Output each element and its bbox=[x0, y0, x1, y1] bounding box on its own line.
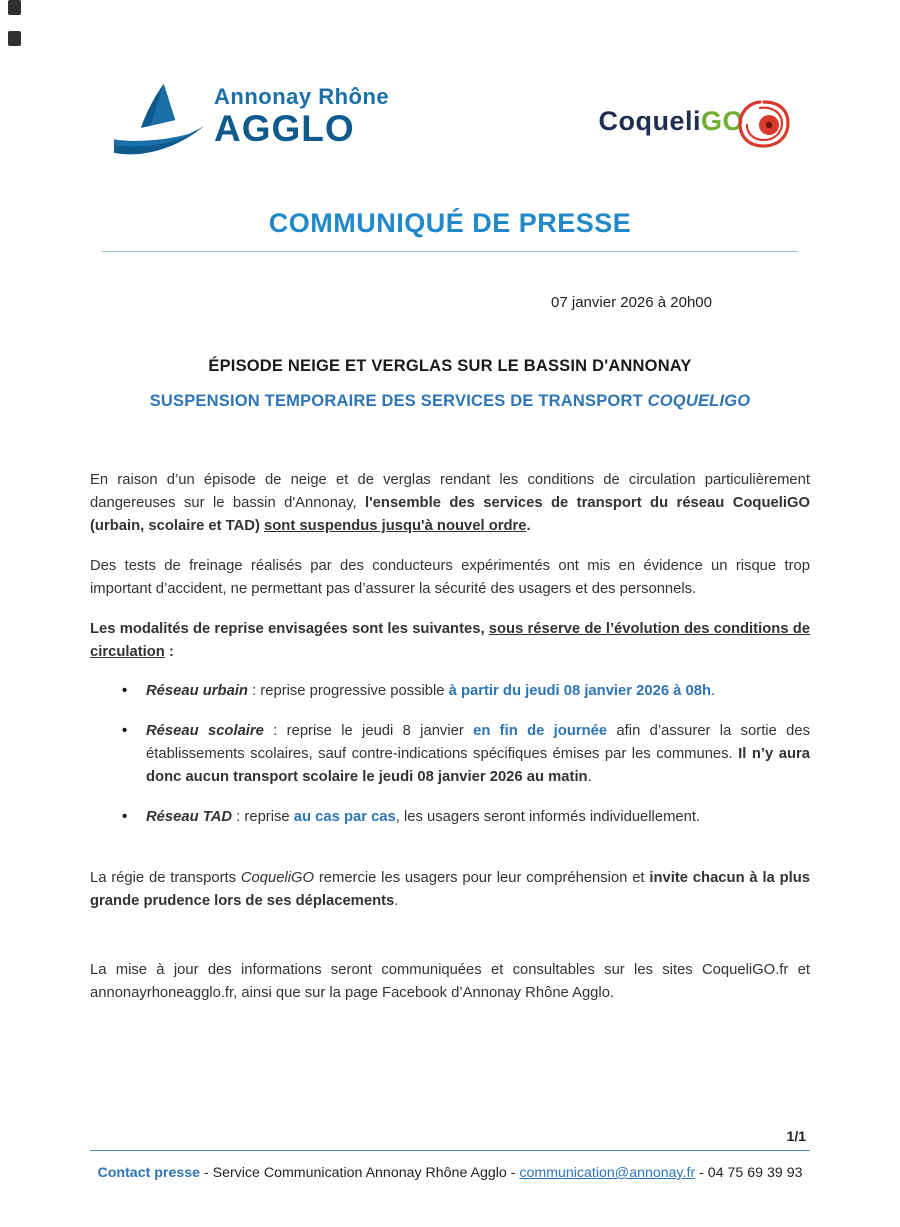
scan-artifact bbox=[8, 0, 21, 15]
footer-divider bbox=[90, 1150, 810, 1151]
text-segment: . bbox=[394, 892, 399, 909]
text-segment: invite chacun à la plus grande prudence lors de ses déplacements bbox=[90, 870, 810, 909]
text-segment: . bbox=[526, 517, 531, 534]
document-title: COMMUNIQUÉ DE PRESSE bbox=[268, 208, 632, 238]
bullet-list bbox=[122, 680, 810, 829]
text-segment: - 04 75 69 39 93 bbox=[695, 1165, 803, 1181]
text-segment: La régie de transports bbox=[90, 870, 241, 887]
text-segment: sont suspendus jusqu'à nouvel ordre bbox=[264, 517, 527, 534]
text-segment: , les usagers seront informés individuellement. bbox=[395, 809, 701, 826]
bullet-item bbox=[122, 720, 810, 789]
text-segment: remercie les usagers pour leur compréhension et bbox=[314, 870, 650, 887]
poppy-flower-icon bbox=[736, 98, 792, 150]
text-segment: COQUELIGO bbox=[647, 392, 751, 410]
agglo-swoosh-icon bbox=[112, 78, 208, 170]
text-segment: Réseau TAD bbox=[146, 809, 233, 826]
heading-main: ÉPISODE NEIGE ET VERGLAS SUR LE BASSIN D'ANNONAY bbox=[208, 357, 692, 375]
text-segment: CoqueliGO bbox=[240, 870, 315, 887]
text-segment: sous réserve de l’évolution des conditions de circulation bbox=[90, 620, 810, 660]
text-segment: - Service Communication Annonay Rhône Agglo - bbox=[200, 1165, 520, 1181]
email-link[interactable]: communication@annonay.fr bbox=[519, 1165, 696, 1181]
text-segment: SUSPENSION TEMPORAIRE DES SERVICES DE TRANSPORT bbox=[149, 392, 648, 410]
text-segment: en fin de journée bbox=[473, 723, 608, 740]
text-segment: afin d’assurer la sortie des établissements scolaires, sauf contre-indications spécifiques émises par les communes. bbox=[146, 723, 811, 763]
text-segment: , bbox=[480, 620, 489, 637]
coqueligo-logo-go: GO bbox=[700, 106, 744, 136]
text-segment: l'ensemble des services de transport du réseau CoqueliGO (urbain, scolaire et TAD) bbox=[90, 494, 810, 534]
text-segment: : bbox=[164, 643, 174, 660]
contact-line bbox=[90, 1165, 810, 1181]
agglo-logo-text bbox=[214, 84, 389, 149]
header bbox=[90, 78, 810, 170]
text-segment: . bbox=[587, 769, 592, 786]
heading-sub bbox=[90, 392, 810, 411]
text-segment: Les modalités de reprise envisagées sont les suivantes bbox=[90, 620, 481, 637]
paragraph-suspension bbox=[90, 469, 810, 538]
scan-artifact bbox=[8, 31, 21, 46]
paragraph-remerciement bbox=[90, 867, 810, 913]
text-segment: à partir du jeudi 08 janvier 2026 à 08h bbox=[448, 683, 711, 700]
text-segment: Il n’y aura donc aucun transport scolaire le jeudi 08 janvier 2026 au matin bbox=[146, 746, 810, 786]
text-segment: au cas par cas bbox=[293, 809, 396, 826]
text-segment: : reprise le jeudi 8 janvier bbox=[263, 723, 474, 740]
paragraph-tests-freinage bbox=[90, 555, 810, 601]
paragraph-modalites bbox=[90, 618, 810, 664]
agglo-logo-line2: AGGLO bbox=[214, 108, 355, 149]
annonay-rhone-agglo-logo bbox=[112, 78, 389, 170]
paragraph-mise-a-jour bbox=[90, 959, 810, 1005]
page-number: 1/1 bbox=[786, 1128, 806, 1144]
date-line: 07 janvier 2026 à 20h00 bbox=[551, 294, 712, 311]
text-segment: Réseau urbain bbox=[146, 683, 248, 700]
text-segment: La mise à jour des informations seront communiquées et consultables sur les sites CoqueliGO.fr et annonayrhoneagglo.fr, ainsi que sur la page Facebook d’Annonay Rhône Agglo. bbox=[90, 961, 810, 1001]
bullet-item bbox=[122, 806, 810, 829]
text-segment: En raison d’un épisode de neige et de verglas rendant les conditions de circulation particulièrement dangereuses sur le bassin d'Annonay, bbox=[90, 472, 810, 511]
text-segment: Réseau scolaire bbox=[146, 723, 264, 740]
text-segment: Contact presse bbox=[97, 1165, 200, 1181]
text-segment: Des tests de freinage réalisés par des conducteurs expérimentés ont mis en évidence un risque trop important d’accident, ne permettant pas d’assurer la sécurité des usagers et des personnels. bbox=[90, 557, 810, 597]
title-divider bbox=[102, 251, 798, 252]
body-text bbox=[90, 469, 810, 1005]
text-segment: . bbox=[711, 683, 716, 700]
agglo-logo-line1: Annonay Rhône bbox=[214, 84, 390, 109]
coqueligo-logo-text: Coqueli bbox=[598, 106, 701, 136]
bullet-item bbox=[122, 680, 810, 703]
coqueligo-logo bbox=[598, 106, 792, 137]
footer bbox=[90, 1128, 810, 1181]
text-segment: : reprise progressive possible bbox=[247, 683, 449, 700]
text-segment: : reprise bbox=[232, 809, 294, 826]
